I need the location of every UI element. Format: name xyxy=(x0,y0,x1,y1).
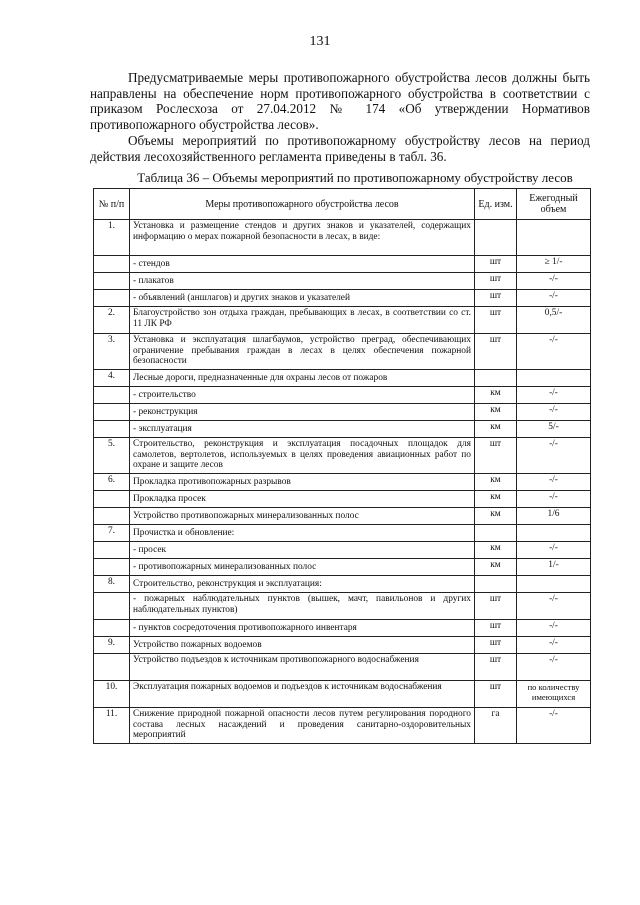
row-num: 4. xyxy=(94,370,130,387)
row-measure: Строительство, реконструкция и эксплуатация: xyxy=(130,576,475,593)
row-volume xyxy=(517,370,591,387)
table-row xyxy=(94,387,591,404)
row-unit: шт xyxy=(475,290,517,307)
row-volume: -/- xyxy=(517,404,591,421)
table-row xyxy=(94,620,591,637)
row-measure: - противопожарных минерализованных полос xyxy=(130,559,475,576)
table-row xyxy=(94,290,591,307)
row-volume: -/- xyxy=(517,387,591,404)
row-measure: - просек xyxy=(130,542,475,559)
row-volume: -/- xyxy=(517,593,591,620)
row-unit xyxy=(475,220,517,256)
volume-paragraph: Объемы мероприятий по противопожарному обустройству лесов на период действия лесохозяйственного регламента приведены в табл. 36. xyxy=(90,133,590,164)
row-num xyxy=(94,491,130,508)
table-row xyxy=(94,542,591,559)
row-unit: шт xyxy=(475,256,517,273)
row-unit: шт xyxy=(475,620,517,637)
row-unit: шт xyxy=(475,273,517,290)
table-row xyxy=(94,438,591,474)
row-measure: - объявлений (аншлагов) и других знаков и указателей xyxy=(130,290,475,307)
table-row xyxy=(94,576,591,593)
header-num: № п/п xyxy=(94,189,130,220)
row-num xyxy=(94,542,130,559)
row-measure: Установка и эксплуатация шлагбаумов, устройство преград, обеспечивающих ограничение пребывания граждан в лесах в целях обеспечения пожарной безопасности xyxy=(130,334,475,370)
row-measure: Устройство противопожарных минерализованных полос xyxy=(130,508,475,525)
row-num xyxy=(94,593,130,620)
row-volume: 5/- xyxy=(517,421,591,438)
row-unit: шт xyxy=(475,307,517,334)
row-measure: - эксплуатация xyxy=(130,421,475,438)
fire-measures-table xyxy=(93,188,591,744)
row-unit: шт xyxy=(475,654,517,681)
row-measure: - пунктов сосредоточения противопожарного инвентаря xyxy=(130,620,475,637)
row-num: 8. xyxy=(94,576,130,593)
table-header-row xyxy=(94,189,591,220)
row-num: 2. xyxy=(94,307,130,334)
row-volume: -/- xyxy=(517,273,591,290)
table-row xyxy=(94,370,591,387)
table-row xyxy=(94,654,591,681)
table-row xyxy=(94,525,591,542)
row-measure: Строительство, реконструкция и эксплуатация посадочных площадок для самолетов, вертолетов, используемых в целях проведения авиационных работ по охране и защите лесов xyxy=(130,438,475,474)
row-measure: - плакатов xyxy=(130,273,475,290)
row-volume: -/- xyxy=(517,491,591,508)
table-row xyxy=(94,681,591,708)
row-num xyxy=(94,654,130,681)
row-unit: шт xyxy=(475,593,517,620)
row-num xyxy=(94,404,130,421)
row-volume: -/- xyxy=(517,334,591,370)
row-volume xyxy=(517,525,591,542)
row-unit xyxy=(475,370,517,387)
table-row xyxy=(94,637,591,654)
row-num xyxy=(94,290,130,307)
row-measure: Прокладка просек xyxy=(130,491,475,508)
table-row xyxy=(94,708,591,744)
row-volume xyxy=(517,576,591,593)
row-volume: -/- xyxy=(517,637,591,654)
row-num xyxy=(94,508,130,525)
row-num: 3. xyxy=(94,334,130,370)
row-volume: 1/- xyxy=(517,559,591,576)
table-row xyxy=(94,220,591,256)
table-row xyxy=(94,307,591,334)
row-measure: - стендов xyxy=(130,256,475,273)
table-row xyxy=(94,334,591,370)
row-volume: -/- xyxy=(517,438,591,474)
row-num xyxy=(94,559,130,576)
table-row xyxy=(94,256,591,273)
row-unit: шт xyxy=(475,334,517,370)
header-unit: Ед. изм. xyxy=(475,189,517,220)
table-row xyxy=(94,474,591,491)
header-measure: Меры противопожарного обустройства лесов xyxy=(130,189,475,220)
row-unit: км xyxy=(475,508,517,525)
row-unit: км xyxy=(475,387,517,404)
row-measure: Эксплуатация пожарных водоемов и подъездов к источникам водоснабжения xyxy=(130,681,475,708)
row-unit xyxy=(475,576,517,593)
row-num xyxy=(94,256,130,273)
row-num xyxy=(94,620,130,637)
row-unit: км xyxy=(475,404,517,421)
row-measure: - реконструкция xyxy=(130,404,475,421)
row-measure: Лесные дороги, предназначенные для охраны лесов от пожаров xyxy=(130,370,475,387)
row-num: 5. xyxy=(94,438,130,474)
page-number: 131 xyxy=(309,34,331,49)
row-num: 7. xyxy=(94,525,130,542)
row-unit: км xyxy=(475,421,517,438)
row-measure: Устройство пожарных водоемов xyxy=(130,637,475,654)
row-unit: га xyxy=(475,708,517,744)
table-caption: Таблица 36 – Объемы мероприятий по противопожарному обустройству лесов xyxy=(137,170,573,185)
row-num: 6. xyxy=(94,474,130,491)
row-num xyxy=(94,387,130,404)
row-measure: Устройство подъездов к источникам противопожарного водоснабжения xyxy=(130,654,475,681)
row-unit: км xyxy=(475,542,517,559)
row-volume: -/- xyxy=(517,474,591,491)
row-unit: шт xyxy=(475,681,517,708)
row-volume: 1/6 xyxy=(517,508,591,525)
row-num xyxy=(94,421,130,438)
row-volume: ≥ 1/- xyxy=(517,256,591,273)
row-unit: км xyxy=(475,474,517,491)
row-measure: Благоустройство зон отдыха граждан, пребывающих в лесах, в соответствии со ст. 11 ЛК РФ xyxy=(130,307,475,334)
row-volume: -/- xyxy=(517,290,591,307)
row-measure: Прочистка и обновление: xyxy=(130,525,475,542)
table-row xyxy=(94,273,591,290)
row-volume: по количеству имеющихся xyxy=(517,681,591,708)
row-volume: -/- xyxy=(517,708,591,744)
table-row xyxy=(94,593,591,620)
row-unit: км xyxy=(475,559,517,576)
row-volume: -/- xyxy=(517,620,591,637)
row-measure: - пожарных наблюдательных пунктов (вышек, мачт, павильонов и других наблюдательных пунктов) xyxy=(130,593,475,620)
row-num xyxy=(94,273,130,290)
row-volume xyxy=(517,220,591,256)
table-row xyxy=(94,559,591,576)
row-num: 1. xyxy=(94,220,130,256)
row-volume: 0,5/- xyxy=(517,307,591,334)
row-volume: -/- xyxy=(517,654,591,681)
row-unit: км xyxy=(475,491,517,508)
row-measure: Прокладка противопожарных разрывов xyxy=(130,474,475,491)
table-row xyxy=(94,404,591,421)
row-unit: шт xyxy=(475,637,517,654)
row-num: 10. xyxy=(94,681,130,708)
row-measure: Снижение природной пожарной опасности лесов путем регулирования породного состава лесных насаждений и проведения санитарно-оздоровительных мероприятий xyxy=(130,708,475,744)
row-volume: -/- xyxy=(517,542,591,559)
table-row xyxy=(94,508,591,525)
row-measure: - строительство xyxy=(130,387,475,404)
table-row xyxy=(94,491,591,508)
row-num: 11. xyxy=(94,708,130,744)
row-measure: Установка и размещение стендов и других знаков и указателей, содержащих информацию о мерах пожарной безопасности в лесах, в виде: xyxy=(130,220,475,256)
intro-paragraph: Предусматриваемые меры противопожарного обустройства лесов должны быть направлены на обеспечение норм противопожарного обустройства в соответствии с приказом Рослесхоза от 27.04.2012 № 174 «Об утверждении Нормативов противопожарного обустройства лесов». xyxy=(90,70,590,132)
row-num: 9. xyxy=(94,637,130,654)
row-unit xyxy=(475,525,517,542)
header-volume: Ежегодный объем xyxy=(517,189,591,220)
row-unit: шт xyxy=(475,438,517,474)
table-row xyxy=(94,421,591,438)
